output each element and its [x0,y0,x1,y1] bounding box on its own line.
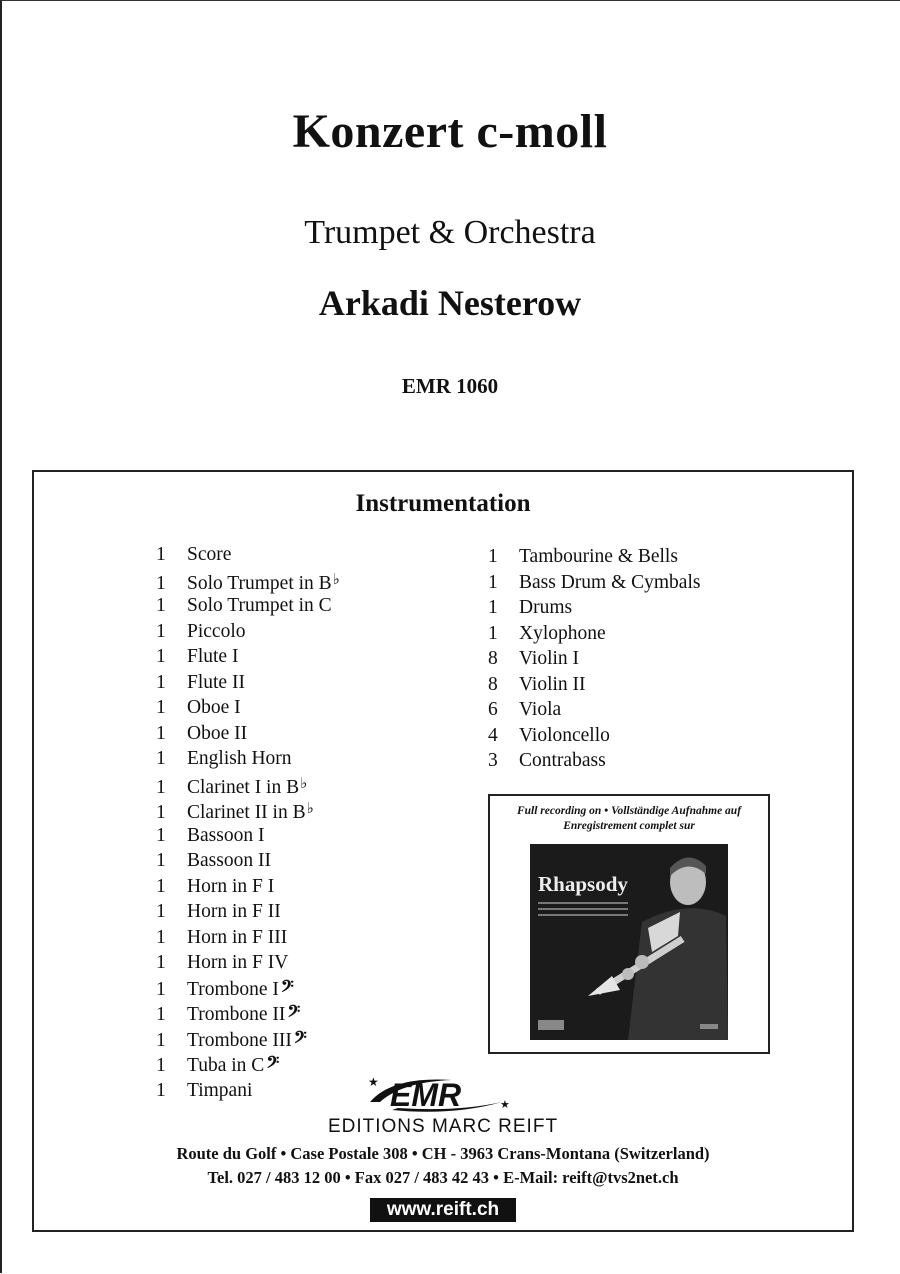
instrument-quantity: 1 [156,776,166,798]
instrument-quantity: 1 [156,952,166,973]
instrument-name: Xylophone [519,622,606,644]
instrument-name: Flute I [187,646,239,667]
instrument-row [156,646,340,672]
instrument-row [156,774,340,800]
flat-symbol-icon: ♭ [306,801,314,817]
instrumentation-box [32,470,854,1232]
instrument-row [156,850,340,876]
instrument-row [488,648,700,674]
instrument-name: Contrabass [519,750,606,771]
instrument-row [156,952,340,978]
instrument-row [156,1080,340,1106]
instrument-name: Clarinet II in B [187,802,306,823]
bass-clef-icon: 𝄢 [293,1028,307,1051]
instrument-name: Violoncello [519,724,610,746]
instrument-quantity: 1 [488,546,498,567]
instrument-row [156,901,340,927]
instrument-row [488,699,700,725]
instrument-quantity: 8 [488,673,498,695]
instrument-name: Bassoon II [187,850,271,871]
instrument-name: Oboe I [187,697,241,718]
subtitle: Trumpet & Orchestra [304,214,596,251]
instrument-row [488,725,700,751]
instrument-row [488,623,700,649]
instrument-name: English Horn [187,748,292,769]
emr-logo [362,1072,522,1116]
publisher-name: EDITIONS MARC REIFT [327,1116,559,1137]
svg-text:★: ★ [500,1098,510,1111]
instrument-name: Trombone III [187,1029,292,1051]
instrument-row [488,750,700,776]
instrument-row [156,799,340,825]
instrument-quantity: 8 [488,648,498,669]
publisher-contact: Tel. 027 / 483 12 00 • Fax 027 / 483 42 43 • E-Mail: reift@tvs2net.ch [207,1168,679,1187]
instrument-quantity: 1 [156,646,166,667]
instrument-quantity: 1 [156,850,166,871]
album-label-logo [538,1020,564,1030]
instrument-list-right [488,546,700,776]
recording-caption-line2: Enregistrement complet sur [563,820,695,832]
instrument-quantity: 6 [488,699,498,720]
instrument-row [488,546,700,572]
instrument-row [156,672,340,698]
instrument-quantity: 1 [156,544,166,565]
instrument-quantity: 1 [488,622,498,644]
instrument-row [156,825,340,851]
instrument-name: Trombone I [187,978,279,1000]
publisher-website[interactable]: www.reift.ch [370,1198,516,1222]
instrument-quantity: 1 [488,597,498,618]
instrument-row [156,927,340,953]
instrument-name: Horn in F III [187,926,288,948]
instrument-row [156,595,340,621]
bass-clef-icon: 𝄢 [266,1054,280,1076]
instrument-quantity: 1 [156,1055,166,1076]
instrument-name: Tambourine & Bells [519,546,678,567]
instrument-row [156,570,340,596]
instrument-name: Trombone II [187,1004,286,1025]
instrument-quantity: 1 [488,571,498,593]
instrument-quantity: 1 [156,824,166,846]
instrument-name: Drums [519,597,573,618]
instrument-row [488,674,700,700]
instrument-name: Bass Drum & Cymbals [519,571,701,593]
instrument-quantity: 1 [156,901,166,922]
instrument-name: Horn in F II [187,901,281,922]
recording-caption-line1: Full recording on • Vollständige Aufnahme auf [516,805,742,817]
instrument-name: Solo Trumpet in B [187,572,332,594]
instrument-quantity: 1 [156,926,166,948]
instrument-row [156,748,340,774]
recording-caption [490,804,768,834]
instrument-quantity: 1 [156,802,166,823]
instrument-row [156,1003,340,1029]
instrument-row [156,621,340,647]
svg-text:★: ★ [368,1075,379,1089]
flat-symbol-icon: ♭ [300,775,308,792]
bass-clef-icon: 𝄢 [280,977,294,1000]
publisher-address: Route du Golf • Case Postale 308 • CH - 3963 Crans-Montana (Switzerland) [176,1144,710,1163]
instrument-name: Oboe II [187,722,248,744]
instrument-quantity: 1 [156,1079,166,1101]
instrument-quantity: 4 [488,724,498,746]
trumpet-player-illustration [530,844,728,1040]
instrument-quantity: 1 [156,1004,166,1025]
instrument-name: Horn in F IV [187,952,289,973]
instrument-quantity: 1 [156,722,166,744]
instrument-quantity: 1 [156,1029,166,1051]
instrument-name: Solo Trumpet in C [187,595,332,616]
catalog-number: EMR 1060 [401,374,499,398]
bass-clef-icon: 𝄢 [287,1003,301,1025]
instrument-quantity: 1 [156,620,166,642]
instrument-name: Flute II [187,671,245,693]
instrument-name: Horn in F I [187,875,275,897]
instrument-row [156,544,340,570]
instrument-quantity: 1 [156,572,166,594]
instrument-quantity: 1 [156,697,166,718]
instrument-quantity: 1 [156,595,166,616]
instrument-quantity: 1 [156,748,166,769]
instrument-name: Piccolo [187,620,246,642]
instrument-row [156,1054,340,1080]
instrument-name: Tuba in C [187,1055,265,1076]
instrument-row [156,978,340,1004]
emr-logo-text: EMR [390,1077,462,1113]
instrument-name: Score [187,544,232,565]
instrument-list-left [156,544,340,1105]
album-cover [530,844,728,1040]
instrument-quantity: 1 [156,978,166,1000]
instrument-row [488,597,700,623]
page-title: Konzert c-moll [292,105,608,158]
instrument-name: Bassoon I [187,824,265,846]
instrument-quantity: 1 [156,875,166,897]
instrument-name: Clarinet I in B [187,776,300,798]
instrument-row [488,572,700,598]
instrument-row [156,1029,340,1055]
flat-symbol-icon: ♭ [332,571,340,588]
instrument-quantity: 3 [488,750,498,771]
instrument-quantity: 1 [156,671,166,693]
instrument-row [156,876,340,902]
instrumentation-heading: Instrumentation [355,490,531,517]
composer-name: Arkadi Nesterow [318,283,582,323]
instrument-name: Timpani [187,1079,253,1101]
album-title: Rhapsody [538,872,628,896]
instrument-name: Violin II [519,673,586,695]
instrument-row [156,697,340,723]
instrument-row [156,723,340,749]
album-catalog-mark [700,1024,718,1029]
instrument-name: Violin I [519,648,580,669]
recording-panel [488,794,770,1054]
instrument-name: Viola [519,699,562,720]
